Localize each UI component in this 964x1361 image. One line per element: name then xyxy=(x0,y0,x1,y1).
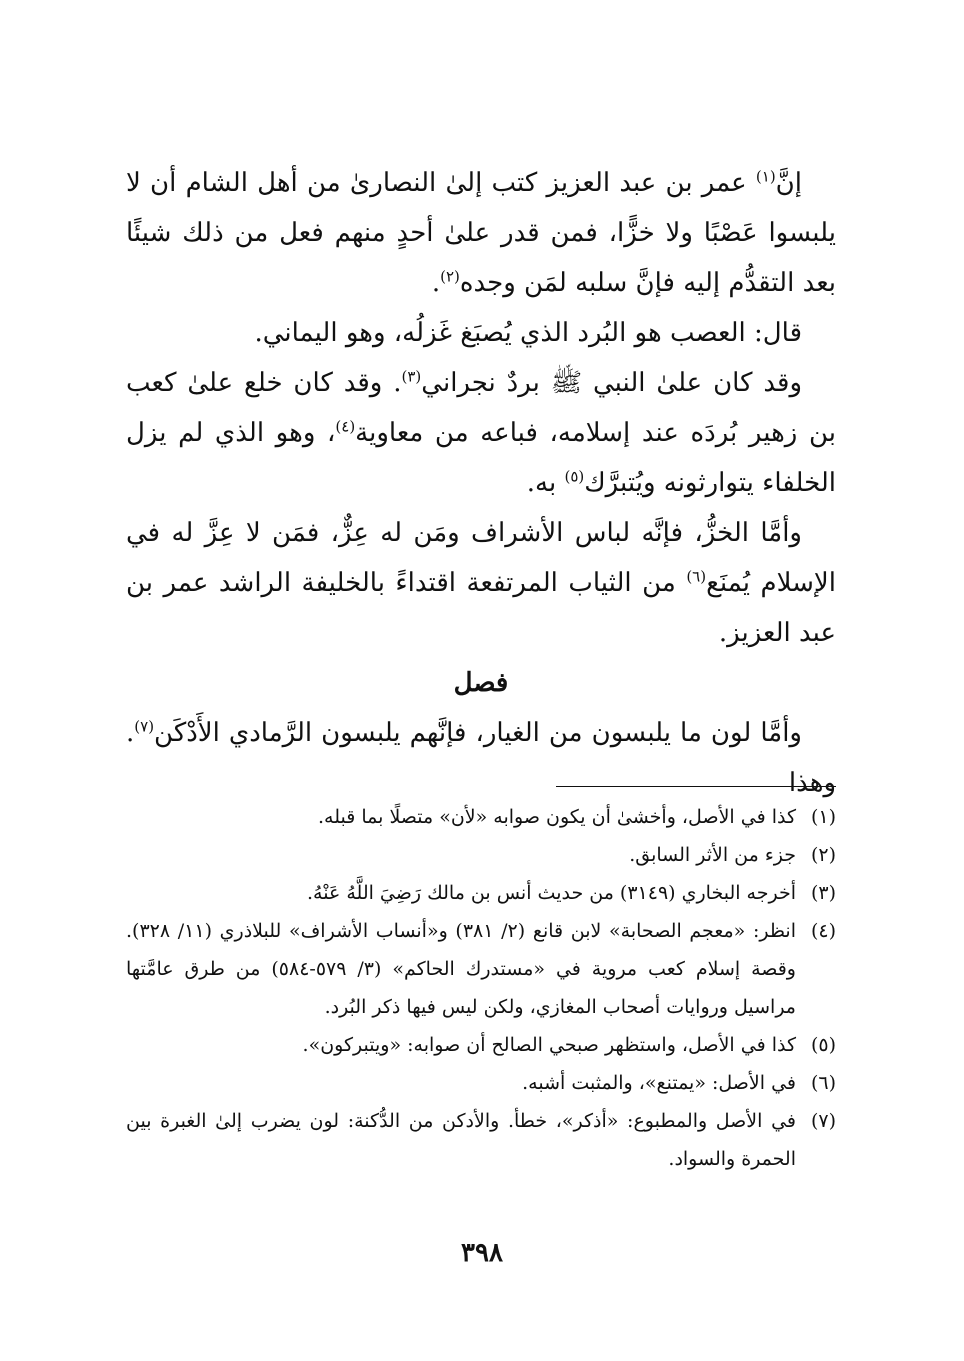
footnote-ref-1: (١) xyxy=(755,167,776,186)
text-run: إنَّ xyxy=(775,168,802,198)
text-run: . xyxy=(431,268,441,298)
paragraph-1 xyxy=(126,158,836,308)
footnote-6 xyxy=(126,1064,836,1102)
text-run: . وهذا xyxy=(126,718,836,798)
text-run: وقد كان علىٰ النبي ﷺ بردٌ نجراني xyxy=(421,368,803,398)
footnote-2 xyxy=(126,836,836,874)
text-run: من الثياب المرتفعة اقتداءً بالخليفة الراشد عمر بن عبد العزيز. xyxy=(126,568,836,648)
footnote-number: (٥) xyxy=(810,1034,836,1056)
text-run: وأمَّا لون ما يلبسون من الغيار، فإنَّهم يلبسون الرَّمادي الأَدْكَن xyxy=(154,718,802,748)
text-run: قال: العصب هو البُرد الذي يُصبَغ غَزلُه، وهو اليماني. xyxy=(254,318,802,348)
text-run: . وقد كان خلع علىٰ كعب بن زهير بُردَه عند إسلامه، فباعه من معاوية xyxy=(126,368,836,448)
footnote-number: (٦) xyxy=(810,1072,836,1094)
text-run: وأمَّا الخزُّ، فإنَّه لباس الأشراف ومَن له عِزٌّ، فمَن لا عِزَّ له في الإسلام يُمنَع xyxy=(126,518,836,598)
footnote-ref-4: (٤) xyxy=(335,417,356,436)
footnote-text: جزء من الأثر السابق. xyxy=(629,844,796,866)
footnote-1 xyxy=(126,798,836,836)
footnote-ref-2: (٢) xyxy=(440,267,460,286)
footnote-number: (١) xyxy=(810,806,836,828)
footnote-number: (٧) xyxy=(810,1110,836,1132)
footnotes xyxy=(126,798,836,1178)
text-run: به. xyxy=(526,468,565,498)
text-run: ، وهو الذي لم يزل الخلفاء يتوارثونه ويُتبرَّك xyxy=(126,418,836,498)
paragraph-4 xyxy=(126,508,836,658)
footnote-text: كذا في الأصل، واستظهر صبحي الصالح أن صوابه: «ويتبركون». xyxy=(302,1034,796,1056)
footnote-text: كذا في الأصل، وأخشىٰ أن يكون صوابه «لأن» متصلًا بما قبله. xyxy=(317,806,796,828)
footnote-number: (٢) xyxy=(810,844,836,866)
footnote-5 xyxy=(126,1026,836,1064)
footnote-number: (٣) xyxy=(810,882,836,904)
footnote-ref-6: (٦) xyxy=(686,567,707,586)
footnote-text: أخرجه البخاري (٣١٤٩) من حديث أنس بن مالك رَضِيَ اللَّهُ عَنْهُ. xyxy=(307,882,796,904)
footnote-ref-3: (٣) xyxy=(401,367,422,386)
footnote-ref-5: (٥) xyxy=(564,467,585,486)
paragraph-3 xyxy=(126,358,836,508)
footnote-text: انظر: «معجم الصحابة» لابن قانع (٢/ ٣٨١) و«أنساب الأشراف» للبلاذري (١١/ ٣٢٨). وقصة إسلام كعب مروية في «مستدرك الحاكم» (٣/ ٥٧٩-٥٨٤) من طرق عامَّتها مراسيل وروايات أصحاب المغازي، ولكن ليس فيها ذكر البُرد. xyxy=(126,920,796,1018)
footnote-separator xyxy=(556,786,836,787)
footnote-ref-7: (٧) xyxy=(134,717,155,736)
footnote-4 xyxy=(126,912,836,1026)
main-text xyxy=(126,158,836,808)
text-run: عمر بن عبد العزيز كتب إلىٰ النصارىٰ من أهل الشام أن لا يلبسوا عَصْبًا ولا خزًّا، فمن قدر علىٰ أحدٍ منهم فعل من ذلك شيئًا بعد التقدُّم إليه فإنَّ سلبه لمَن وجده xyxy=(126,168,836,298)
footnote-7 xyxy=(126,1102,836,1178)
paragraph-5 xyxy=(126,708,836,808)
paragraph-2 xyxy=(126,308,836,358)
footnote-text: في الأصل: «يمتنع»، والمثبت أشبه. xyxy=(522,1072,796,1094)
footnote-text: في الأصل والمطبوع: «أذكر»، خطأ. والأدكن من الدُّكنة: لون يضرب إلىٰ الغبرة بين الحمرة والسواد. xyxy=(126,1110,796,1170)
page-number: ٣٩٨ xyxy=(461,1238,503,1268)
footnote-number: (٤) xyxy=(810,920,836,942)
section-heading: فصل xyxy=(453,668,509,698)
footnote-3 xyxy=(126,874,836,912)
